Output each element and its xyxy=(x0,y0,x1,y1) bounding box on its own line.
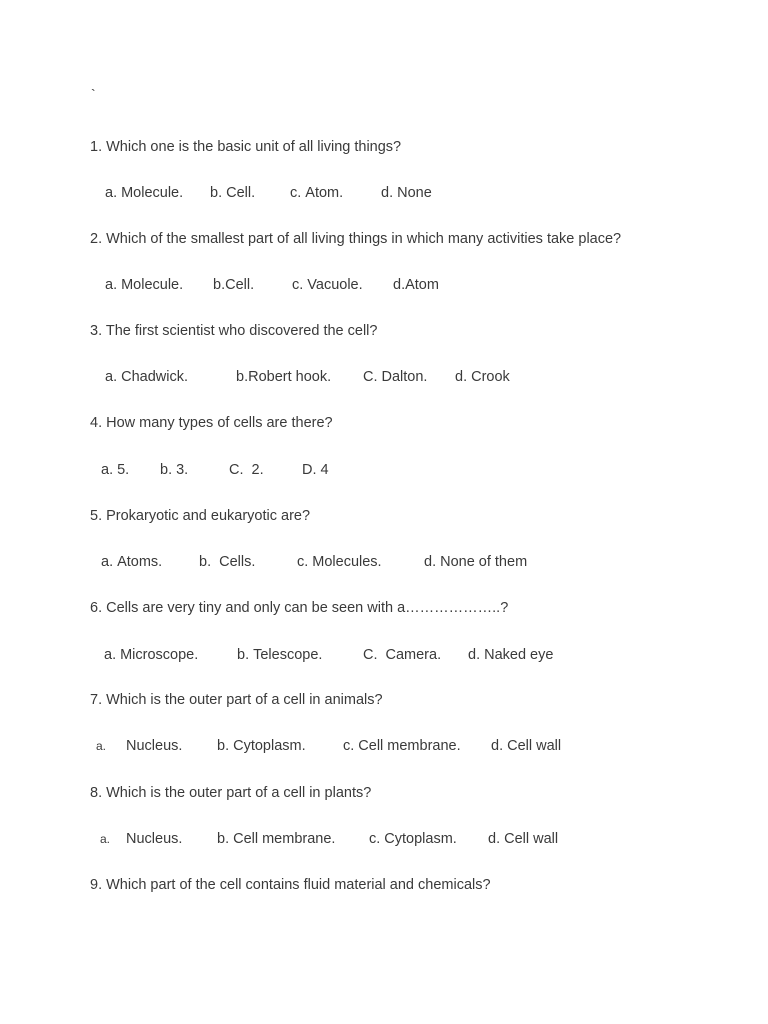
q8-option-c xyxy=(369,831,457,847)
option-letter: b. xyxy=(236,369,249,385)
q2-option-c xyxy=(292,277,363,293)
stray-mark: ` xyxy=(91,86,96,102)
option-text: Cell. xyxy=(226,185,256,201)
option-text: 5. xyxy=(117,462,130,478)
q3-option-b xyxy=(236,369,331,385)
option-text: None of them xyxy=(440,554,528,570)
option-letter: C. xyxy=(363,369,378,385)
option-text: Crook xyxy=(471,369,510,385)
option-letter: C. xyxy=(363,647,378,663)
q4-option-b xyxy=(160,462,188,478)
option-text: 3. xyxy=(176,462,189,478)
q6-option-c xyxy=(363,647,441,663)
question-3: 3. The first scientist who discovered the cell? xyxy=(90,323,378,339)
q1-option-a xyxy=(105,185,183,201)
option-text: Dalton. xyxy=(381,369,428,385)
option-letter: a. xyxy=(101,462,114,478)
option-text: Cells. xyxy=(219,554,256,570)
option-letter: d. xyxy=(424,554,437,570)
q3-option-c xyxy=(363,369,427,385)
option-letter: a. xyxy=(96,739,107,753)
option-text: Naked eye xyxy=(484,647,554,663)
q7-option-d xyxy=(491,738,561,754)
option-letter: b. xyxy=(237,647,250,663)
q8-option-b xyxy=(217,831,335,847)
option-letter: a. xyxy=(105,369,118,385)
q1-option-c xyxy=(290,185,343,201)
question-8: 8. Which is the outer part of a cell in plants? xyxy=(90,785,372,801)
option-letter: D. xyxy=(302,462,317,478)
option-letter: a. xyxy=(100,832,111,846)
q2-option-a xyxy=(105,277,183,293)
option-letter: b. xyxy=(213,277,226,293)
q5-option-c xyxy=(297,554,382,570)
option-letter: c. xyxy=(290,185,302,201)
option-text: Cytoplasm. xyxy=(384,831,457,847)
option-letter: d. xyxy=(381,185,394,201)
option-letter: a. xyxy=(105,277,118,293)
q5-option-a xyxy=(101,554,162,570)
q2-option-d xyxy=(393,277,439,293)
option-text: Cell. xyxy=(225,277,255,293)
option-text: Atoms. xyxy=(117,554,163,570)
option-letter: c. xyxy=(369,831,381,847)
option-text: Cytoplasm. xyxy=(233,738,306,754)
option-letter: a. xyxy=(105,185,118,201)
q1-option-b xyxy=(210,185,255,201)
q5-option-d xyxy=(424,554,527,570)
question-1: 1. Which one is the basic unit of all living things? xyxy=(90,139,402,155)
option-text: Cell membrane. xyxy=(233,831,336,847)
q2-option-b xyxy=(213,277,254,293)
option-letter: b. xyxy=(217,831,230,847)
question-9: 9. Which part of the cell contains fluid material and chemicals? xyxy=(90,877,491,893)
option-letter: b. xyxy=(210,185,223,201)
q3-option-a xyxy=(105,369,188,385)
option-letter: d. xyxy=(468,647,481,663)
option-text: Atom. xyxy=(305,185,344,201)
q5-option-b xyxy=(199,554,255,570)
q4-option-c xyxy=(229,462,264,478)
option-text: Nucleus. xyxy=(126,738,183,754)
option-letter: d. xyxy=(455,369,468,385)
question-7: 7. Which is the outer part of a cell in animals? xyxy=(90,692,383,708)
option-letter: d. xyxy=(393,277,406,293)
option-letter: b. xyxy=(199,554,212,570)
option-text: Molecule. xyxy=(121,277,184,293)
option-text: Cell membrane. xyxy=(358,738,461,754)
q6-option-a xyxy=(104,647,198,663)
option-text: 2. xyxy=(251,462,264,478)
option-letter: c. xyxy=(343,738,355,754)
option-text: Cell wall xyxy=(504,831,559,847)
option-letter: a. xyxy=(104,647,117,663)
question-6: 6. Cells are very tiny and only can be seen with a………………..? xyxy=(90,600,509,616)
q8-option-d xyxy=(488,831,558,847)
q6-option-d xyxy=(468,647,553,663)
q4-option-d xyxy=(302,462,329,478)
option-text: Microscope. xyxy=(120,647,199,663)
question-2: 2. Which of the smallest part of all living things in which many activities take place? xyxy=(90,231,622,247)
option-text: Cell wall xyxy=(507,738,562,754)
option-letter: a. xyxy=(101,554,114,570)
option-text: Telescope. xyxy=(253,647,323,663)
option-text: Molecule. xyxy=(121,185,184,201)
option-letter: c. xyxy=(292,277,304,293)
question-5: 5. Prokaryotic and eukaryotic are? xyxy=(90,508,311,524)
q7-option-c xyxy=(343,738,461,754)
option-text: Chadwick. xyxy=(121,369,188,385)
option-text: Atom xyxy=(405,277,439,293)
option-text: Molecules. xyxy=(312,554,382,570)
option-text: 4 xyxy=(320,462,329,478)
q7-option-b xyxy=(217,738,306,754)
option-text: Robert hook. xyxy=(248,369,332,385)
q7-option-a xyxy=(96,738,182,754)
option-text: Vacuole. xyxy=(307,277,363,293)
q8-option-a xyxy=(100,831,182,847)
option-letter: c. xyxy=(297,554,309,570)
option-text: None xyxy=(397,185,432,201)
option-letter: C. xyxy=(229,462,244,478)
q1-option-d xyxy=(381,185,432,201)
q6-option-b xyxy=(237,647,322,663)
q4-option-a xyxy=(101,462,129,478)
option-text: Nucleus. xyxy=(126,831,183,847)
question-4: 4. How many types of cells are there? xyxy=(90,415,333,431)
option-letter: d. xyxy=(491,738,504,754)
option-letter: b. xyxy=(217,738,230,754)
option-letter: d. xyxy=(488,831,501,847)
option-text: Camera. xyxy=(385,647,442,663)
option-letter: b. xyxy=(160,462,173,478)
q3-option-d xyxy=(455,369,510,385)
